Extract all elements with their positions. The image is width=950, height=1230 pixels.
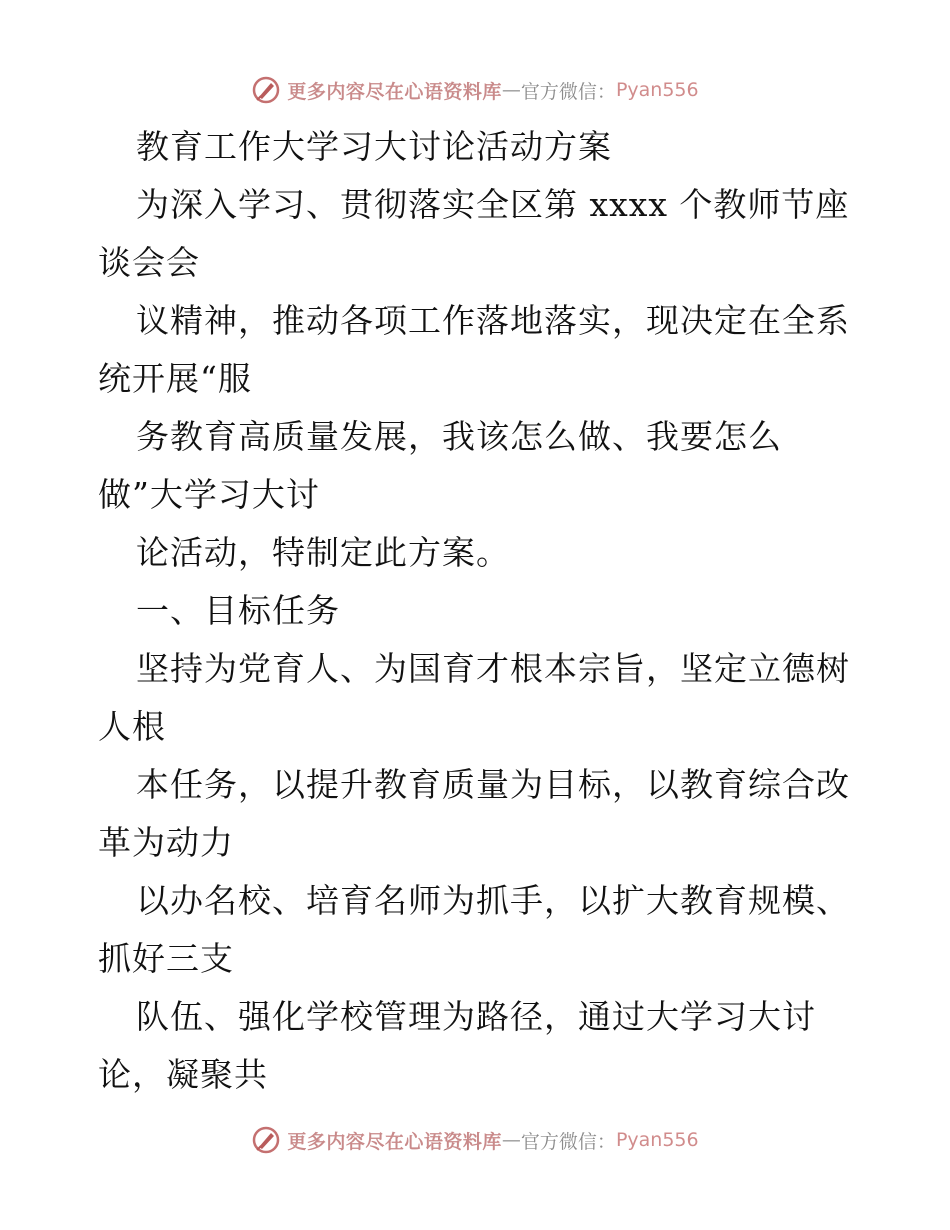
document-line: 以办名校、培育名师为抓手，以扩大教育规模、: [136, 881, 850, 920]
document-line: 议精神，推动各项工作落地落实，现决定在全系: [136, 301, 850, 340]
watermark-id: Pyan556: [615, 79, 699, 101]
watermark-label: 官方微信：: [520, 1130, 616, 1153]
document-line: 抓好三支: [98, 939, 234, 978]
footer-watermark: [0, 1120, 950, 1160]
document-line: 革为动力: [98, 823, 234, 862]
document-line: 队伍、强化学校管理为路径，通过大学习大讨: [136, 997, 816, 1036]
document-line: 教育工作大学习大讨论活动方案: [136, 127, 612, 166]
document-line: 做”大学习大讨: [98, 475, 320, 514]
document-line: 统开展“服: [98, 359, 252, 398]
document-line: 论，凝聚共: [98, 1055, 268, 1094]
watermark-dash: —: [501, 1129, 521, 1151]
document-line: 坚持为党育人、为国育才根本宗旨，坚定立德树: [136, 649, 850, 688]
document-line: 论活动，特制定此方案。: [136, 533, 510, 572]
document-line: 谈会会: [98, 243, 200, 282]
document-line: 一、目标任务: [136, 591, 340, 630]
document-line: 本任务，以提升教育质量为目标，以教育综合改: [136, 765, 850, 804]
watermark-id: Pyan556: [615, 1129, 699, 1151]
watermark-main-text: 更多内容尽在心语资料库: [287, 1130, 502, 1153]
document-line: 务教育高质量发展，我该怎么做、我要怎么: [136, 417, 782, 456]
document-line: 人根: [98, 707, 166, 746]
document-line: 为深入学习、贯彻落实全区第 xxxx 个教师节座: [136, 185, 850, 224]
document-body: [98, 118, 858, 1104]
feather-pen-logo-icon: [251, 1125, 281, 1155]
watermark-main-text: 更多内容尽在心语资料库: [287, 80, 502, 103]
header-watermark: [0, 70, 950, 110]
feather-pen-logo-icon: [251, 75, 281, 105]
watermark-dash: —: [501, 79, 521, 101]
watermark-label: 官方微信：: [520, 80, 616, 103]
